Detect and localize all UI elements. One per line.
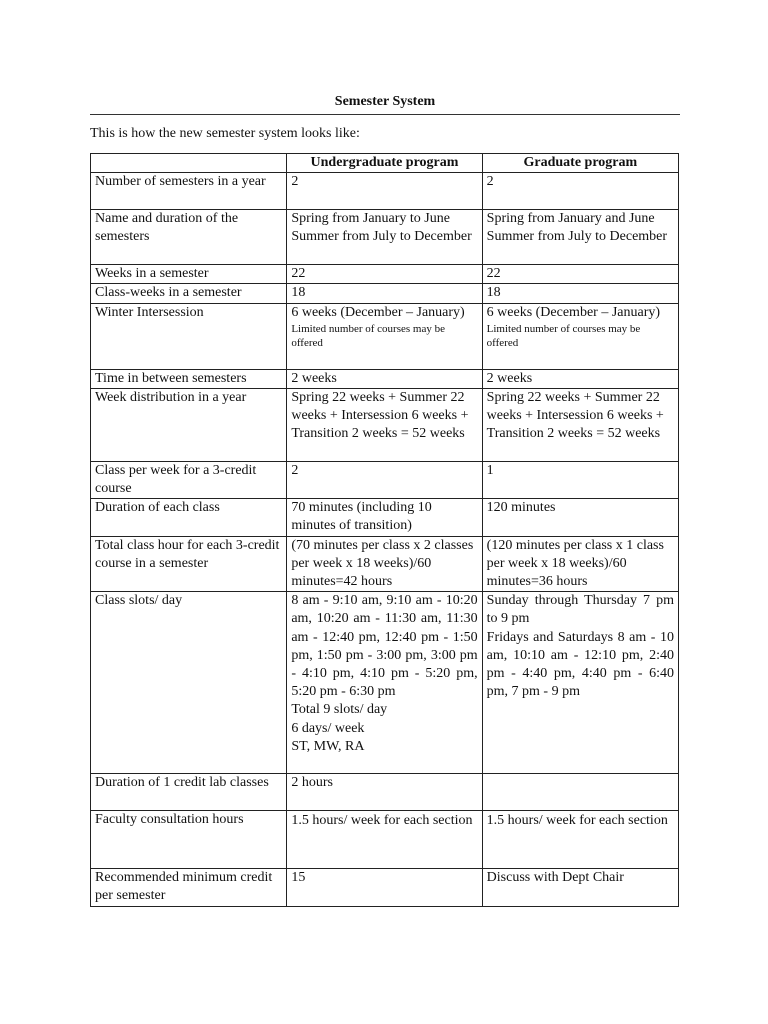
intro-text: This is how the new semester system looks like: bbox=[90, 126, 360, 141]
table-row bbox=[91, 210, 679, 265]
table-row bbox=[91, 388, 679, 461]
cell-line: Sunday through Thursday 7 pm to 9 pm bbox=[486, 593, 674, 627]
cell-note: Limited number of courses may be offered bbox=[291, 322, 445, 349]
graduate-cell bbox=[482, 592, 678, 774]
graduate-cell: 120 minutes bbox=[482, 499, 678, 536]
class-slots-list: 8 am - 9:10 am, 9:10 am - 10:20 am, 10:20 am - 11:30 am, 11:30 am - 12:40 pm, 12:40 pm - 1:50 pm, 1:50 pm - 3:00 pm, 3:00 pm - 4:10 pm, 4:10 pm - 5:20 pm, 5:20 pm - 6:30 pm bbox=[291, 593, 478, 700]
cell-line: Total 9 slots/ day bbox=[291, 702, 388, 718]
graduate-cell: 2 bbox=[482, 173, 678, 210]
undergraduate-cell bbox=[287, 592, 482, 774]
table-row bbox=[91, 499, 679, 536]
table-row bbox=[91, 265, 679, 284]
row-label: Winter Intersession bbox=[91, 303, 287, 369]
undergraduate-cell: 15 bbox=[287, 869, 482, 906]
undergraduate-cell: 2 bbox=[287, 461, 482, 498]
cell-line: Spring from January and June bbox=[486, 211, 655, 227]
header-cell-empty bbox=[91, 154, 287, 173]
cell-line: Summer from July to December bbox=[291, 229, 472, 245]
table-row bbox=[91, 774, 679, 811]
row-label: Duration of 1 credit lab classes bbox=[91, 774, 287, 811]
row-label: Time in between semesters bbox=[91, 369, 287, 388]
cell-line: 6 days/ week bbox=[291, 720, 365, 736]
table-row bbox=[91, 369, 679, 388]
row-label: Recommended minimum credit per semester bbox=[91, 869, 287, 906]
undergraduate-cell: 18 bbox=[287, 284, 482, 303]
cell-line: Spring from January to June bbox=[291, 211, 450, 227]
graduate-cell: (120 minutes per class x 1 class per week x 18 weeks)/60 minutes=36 hours bbox=[482, 536, 678, 592]
undergraduate-cell: Spring 22 weeks + Summer 22 weeks + Intersession 6 weeks + Transition 2 weeks = 52 weeks bbox=[287, 388, 482, 461]
cell-line: ST, MW, RA bbox=[291, 738, 365, 754]
table-row bbox=[91, 811, 679, 869]
graduate-cell: 2 weeks bbox=[482, 369, 678, 388]
row-label: Name and duration of the semesters bbox=[91, 210, 287, 265]
row-label: Duration of each class bbox=[91, 499, 287, 536]
graduate-cell bbox=[482, 303, 678, 369]
page-title: Semester System bbox=[334, 94, 436, 109]
cell-line: Summer from July to December bbox=[486, 229, 668, 245]
undergraduate-cell bbox=[287, 303, 482, 369]
row-label: Week distribution in a year bbox=[91, 388, 287, 461]
undergraduate-cell: (70 minutes per class x 2 classes per week x 18 weeks)/60 minutes=42 hours bbox=[287, 536, 482, 592]
title-divider bbox=[90, 114, 680, 115]
cell-main-text: 6 weeks (December – January) bbox=[486, 304, 661, 320]
table-row bbox=[91, 869, 679, 906]
table-row bbox=[91, 284, 679, 303]
graduate-cell: 18 bbox=[482, 284, 678, 303]
undergraduate-cell: 1.5 hours/ week for each section bbox=[287, 811, 482, 869]
header-graduate: Graduate program bbox=[482, 154, 678, 173]
table-row bbox=[91, 303, 679, 369]
undergraduate-cell: 2 hours bbox=[287, 774, 482, 811]
row-label: Class per week for a 3-credit course bbox=[91, 461, 287, 498]
row-label: Number of semesters in a year bbox=[91, 173, 287, 210]
table-row bbox=[91, 173, 679, 210]
cell-note: Limited number of courses may be offered bbox=[486, 322, 641, 349]
graduate-cell: Spring 22 weeks + Summer 22 weeks + Intersession 6 weeks + Transition 2 weeks = 52 weeks bbox=[482, 388, 678, 461]
row-label: Weeks in a semester bbox=[91, 265, 287, 284]
table-row bbox=[91, 592, 679, 774]
undergraduate-cell: 2 weeks bbox=[287, 369, 482, 388]
graduate-cell: 1.5 hours/ week for each section bbox=[482, 811, 678, 869]
graduate-cell bbox=[482, 210, 678, 265]
row-label: Total class hour for each 3-credit course in a semester bbox=[91, 536, 287, 592]
table-header-row bbox=[91, 154, 679, 173]
cell-line: Fridays and Saturdays 8 am - 10 am, 10:10 am - 12:10 pm, 2:40 pm - 4:40 pm, 4:40 pm - 6:40 pm, 7 pm - 9 pm bbox=[486, 629, 674, 700]
graduate-cell: Discuss with Dept Chair bbox=[482, 869, 678, 906]
graduate-cell: 1 bbox=[482, 461, 678, 498]
table-row bbox=[91, 461, 679, 498]
graduate-cell bbox=[482, 774, 678, 811]
row-label: Class slots/ day bbox=[91, 592, 287, 774]
undergraduate-cell: 22 bbox=[287, 265, 482, 284]
row-label: Class-weeks in a semester bbox=[91, 284, 287, 303]
undergraduate-cell bbox=[287, 210, 482, 265]
semester-table bbox=[90, 153, 679, 907]
header-undergraduate: Undergraduate program bbox=[287, 154, 482, 173]
table-row bbox=[91, 536, 679, 592]
row-label: Faculty consultation hours bbox=[91, 811, 287, 869]
cell-main-text: 6 weeks (December – January) bbox=[291, 304, 465, 320]
undergraduate-cell: 2 bbox=[287, 173, 482, 210]
graduate-cell: 22 bbox=[482, 265, 678, 284]
undergraduate-cell: 70 minutes (including 10 minutes of transition) bbox=[287, 499, 482, 536]
